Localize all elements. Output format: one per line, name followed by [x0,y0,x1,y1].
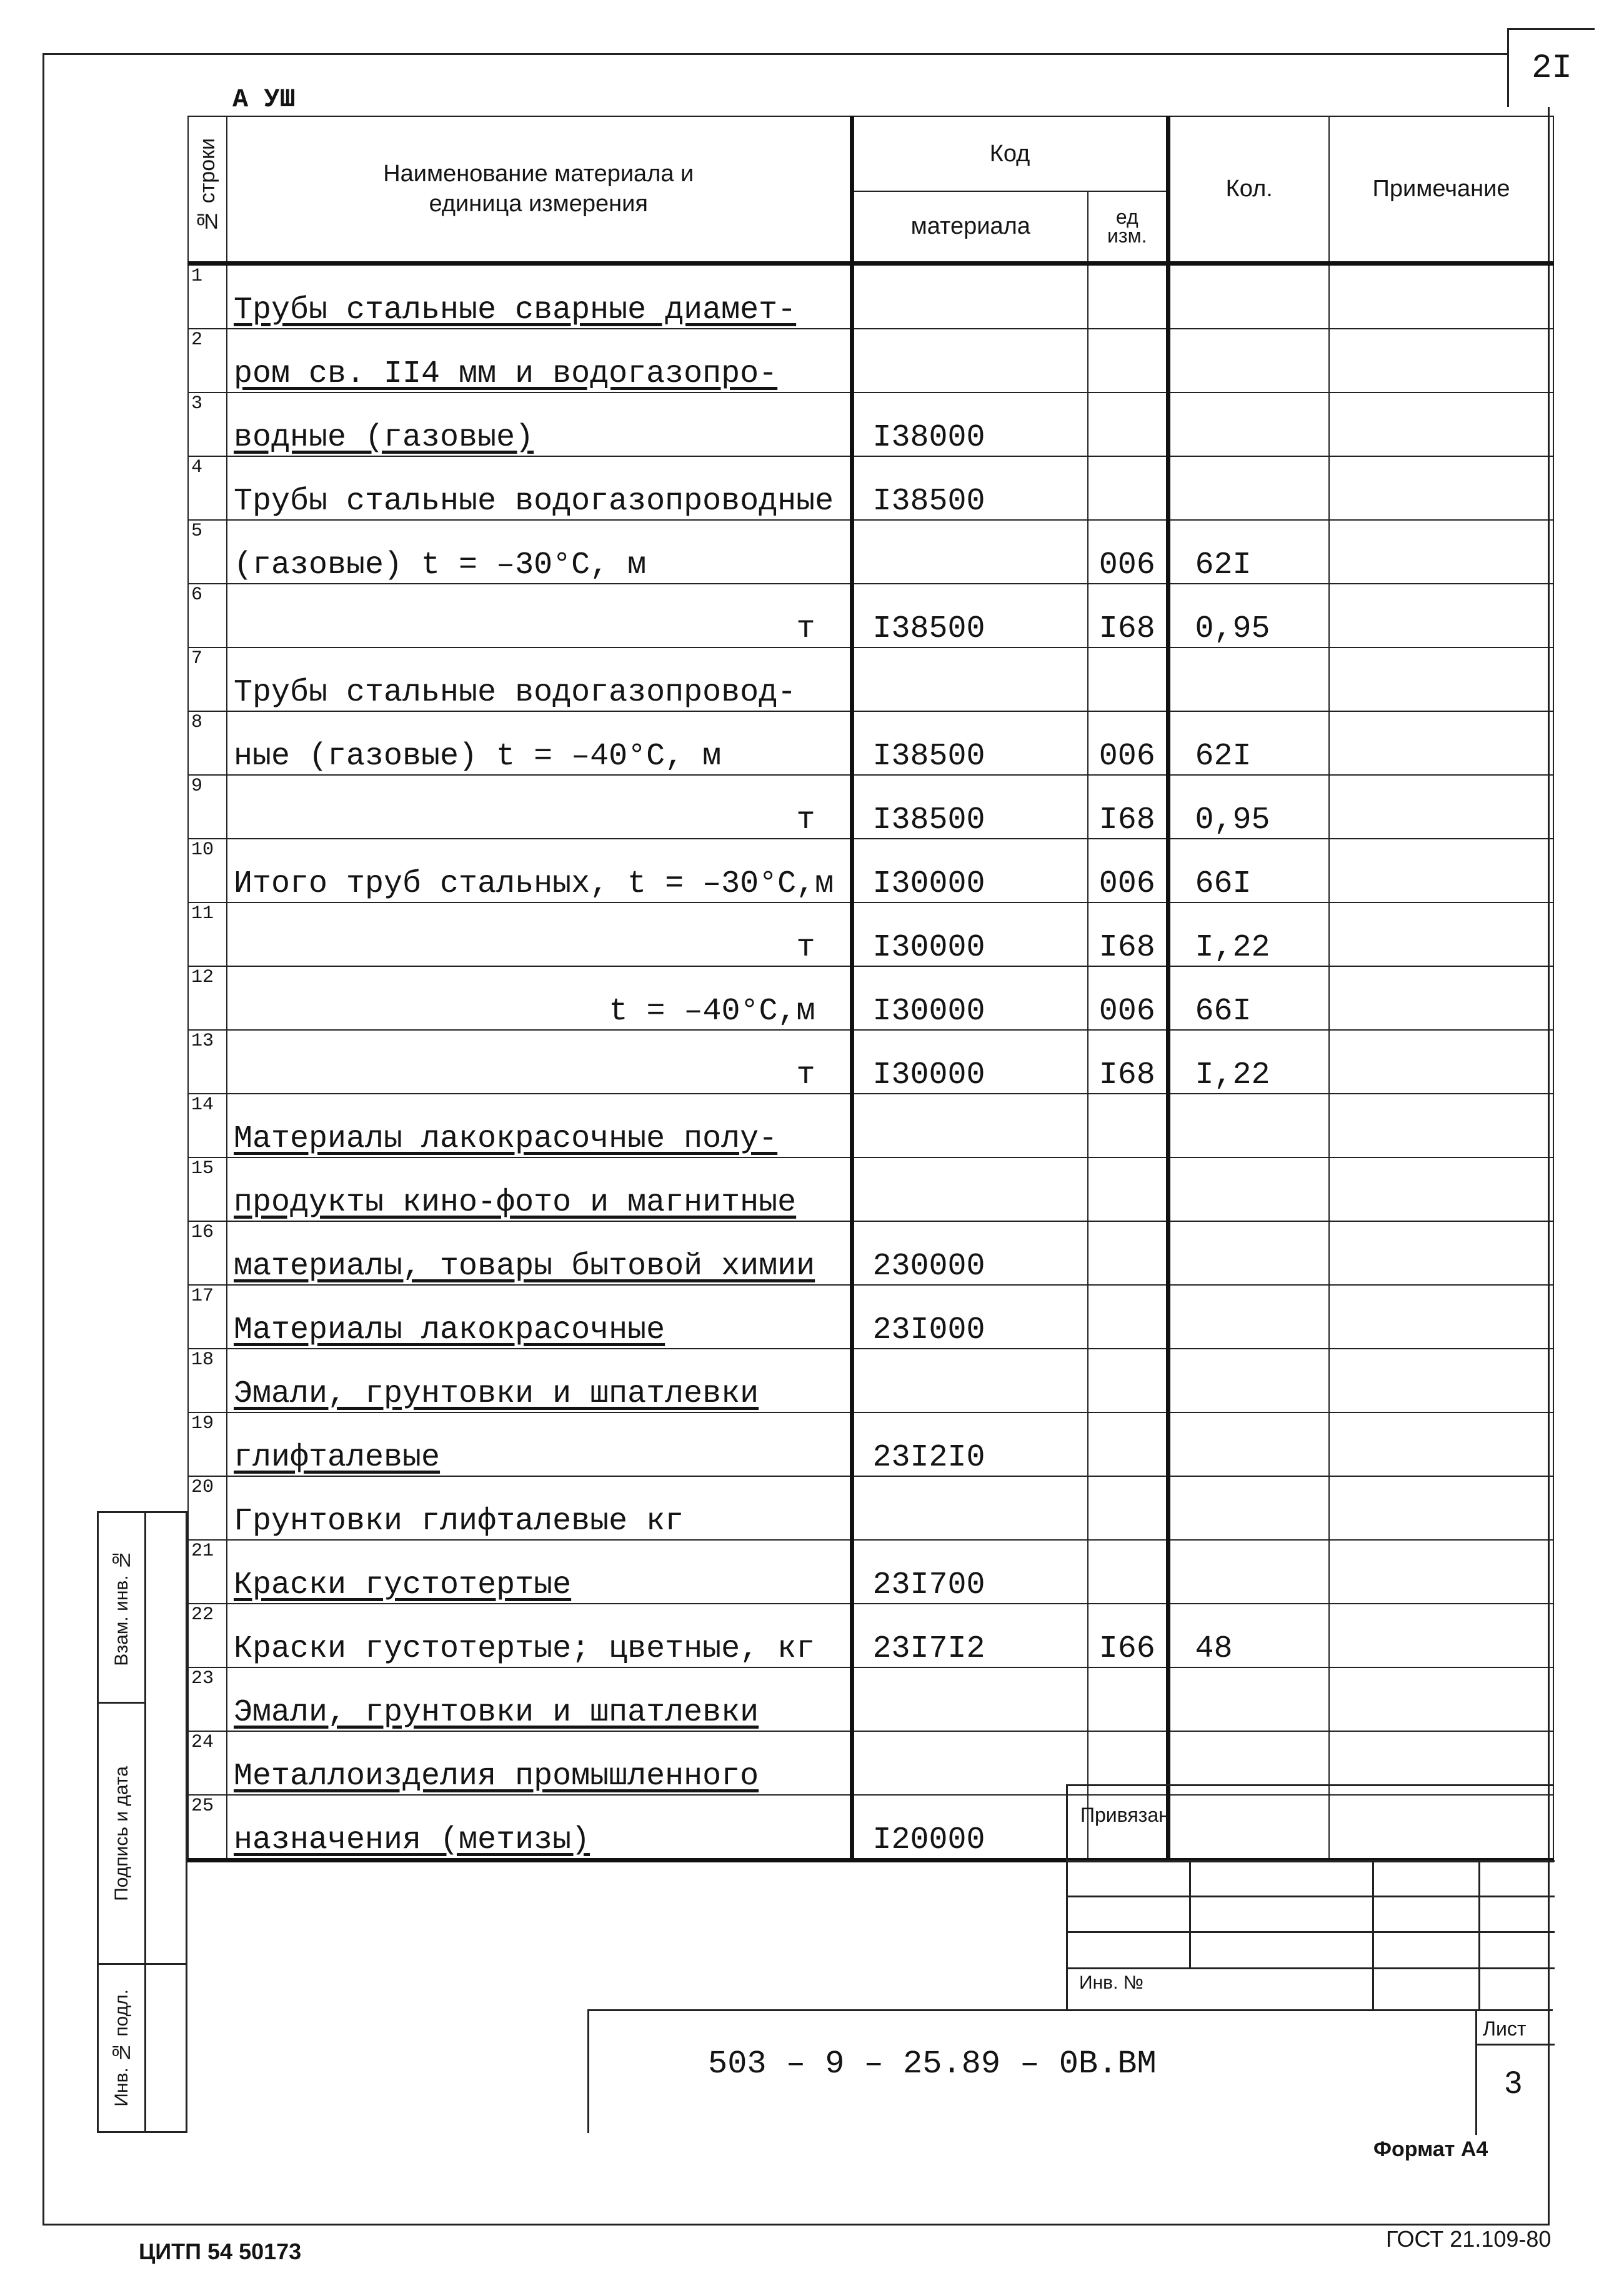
stamp-col2-bottom [144,1965,187,2131]
footer-right: ГОСТ 21.109-80 [1386,2226,1552,2252]
material-code: I30000 [852,1030,1088,1094]
row-number: 22 [188,1604,227,1667]
table-row [188,839,1553,902]
material-name: ные (газовые) t = –40°С, м [227,711,852,775]
table-row [188,711,1553,775]
note [1329,520,1553,584]
quantity [1168,1221,1329,1285]
header-material: материала [852,191,1088,263]
material-name-text: Материалы лакокрасочные [234,1312,665,1348]
material-code: 23I2I0 [852,1412,1088,1476]
table-row [188,520,1553,584]
binding-block [1066,1784,1553,2009]
note [1329,584,1553,647]
unit-code: I68 [1088,584,1168,647]
material-code: 23I7I2 [852,1604,1088,1667]
note [1329,1412,1553,1476]
material-name-text: Трубы стальные сварные диамет- [234,292,797,328]
document-designation: 503 – 9 – 25.89 – 0В.ВМ [708,2046,1157,2082]
note [1329,775,1553,839]
rows-body [188,263,1553,1860]
note [1329,263,1553,329]
unit-code [1088,1349,1168,1412]
unit-code [1088,329,1168,392]
note [1329,647,1553,711]
header-row-no: № строки [188,116,227,263]
row-number: 12 [188,966,227,1030]
table-row [188,392,1553,456]
row-number: 19 [188,1412,227,1476]
note [1329,1540,1553,1604]
material-name-text: Эмали, грунтовки и шпатлевки [234,1694,759,1731]
row-number: 4 [188,456,227,520]
table-row [188,1412,1553,1476]
note [1329,1667,1553,1731]
material-name: Трубы стальные водогазопроводные [227,456,852,520]
table-row [188,1030,1553,1094]
material-name [227,1349,852,1412]
table-row [188,263,1553,329]
row-number: 21 [188,1540,227,1604]
quantity [1168,1349,1329,1412]
unit-code [1088,1412,1168,1476]
note [1329,456,1553,520]
material-code [852,1667,1088,1731]
bind-line-2 [1068,1896,1555,1897]
title-block [587,2009,1553,2133]
unit-code: 006 [1088,966,1168,1030]
material-name: Краски густотертые; цветные, кг [227,1604,852,1667]
note [1329,1285,1553,1349]
privyazan-label: Привязан [1080,1804,1170,1826]
material-code [852,520,1088,584]
row-number: 2 [188,329,227,392]
quantity [1168,1094,1329,1157]
table-row [188,1667,1553,1731]
bind-line-3 [1068,1931,1555,1933]
row-number: 23 [188,1667,227,1731]
row-number: 7 [188,647,227,711]
bind-vline-2 [1372,1860,1374,2011]
material-name [227,392,852,456]
stamp-inv-vzam: Взам. инв. № [99,1513,144,1704]
quantity [1168,456,1329,520]
header-qty: Кол. [1168,116,1329,263]
material-name: Трубы стальные водогазопровод- [227,647,852,711]
note [1329,1030,1553,1094]
note [1329,839,1553,902]
row-number: 18 [188,1349,227,1412]
material-name-text: Металлоизделия промышленного [234,1758,759,1794]
table-row [188,329,1553,392]
unit-code: I68 [1088,1030,1168,1094]
quantity [1168,392,1329,456]
table-row [188,1604,1553,1667]
stamp-inv-podl: Инв. № подл. [111,1989,132,2107]
material-name-text: Эмали, грунтовки и шпатлевки [234,1376,759,1412]
header-code: Код [852,116,1168,191]
material-code [852,1094,1088,1157]
note [1329,902,1553,966]
quantity: I,22 [1168,902,1329,966]
sheet-label-line [1475,2044,1555,2046]
note [1329,1476,1553,1540]
inv-no-label: Инв. № [1079,1972,1143,1993]
row-number: 10 [188,839,227,902]
material-name: t = –40°С,м [227,966,852,1030]
row-number: 6 [188,584,227,647]
material-name [227,1540,852,1604]
note [1329,966,1553,1030]
material-name-text: водные (газовые) [234,419,534,456]
row-number: 15 [188,1157,227,1221]
table-row [188,1285,1553,1349]
quantity: 62I [1168,520,1329,584]
material-name [227,263,852,329]
row-number: 11 [188,902,227,966]
row-number: 13 [188,1030,227,1094]
material-name: т [227,775,852,839]
material-name [227,1094,852,1157]
bind-line-1 [1068,1860,1555,1862]
sheet-number: 2I [1507,28,1595,107]
material-name: (газовые) t = –30°С, м [227,520,852,584]
format-label: Формат А4 [1373,2137,1488,2161]
row-number: 9 [188,775,227,839]
row-number: 3 [188,392,227,456]
material-name: Итого труб стальных, t = –30°С,м [227,839,852,902]
row-number: 17 [188,1285,227,1349]
quantity [1168,1285,1329,1349]
unit-code: I68 [1088,775,1168,839]
material-name [227,1795,852,1861]
material-code: I30000 [852,839,1088,902]
row-number: 14 [188,1094,227,1157]
unit-code [1088,456,1168,520]
row-number: 16 [188,1221,227,1285]
note [1329,711,1553,775]
material-name [227,1157,852,1221]
material-code: I38500 [852,711,1088,775]
quantity [1168,1476,1329,1540]
quantity [1168,647,1329,711]
material-code: I38500 [852,584,1088,647]
unit-code: I68 [1088,902,1168,966]
table-row [188,966,1553,1030]
sheet-label: Лист [1483,2017,1527,2040]
material-code [852,1731,1088,1795]
stamp-sign-date: Подпись и дата [99,1704,144,1965]
note [1329,392,1553,456]
quantity: 66I [1168,966,1329,1030]
unit-code [1088,1667,1168,1731]
unit-code [1088,647,1168,711]
quantity [1168,1412,1329,1476]
quantity [1168,263,1329,329]
table-row [188,456,1553,520]
table-row [188,1157,1553,1221]
note [1329,1604,1553,1667]
material-name-text: Материалы лакокрасочные полу- [234,1121,778,1157]
row-number: 5 [188,520,227,584]
table-row [188,1540,1553,1604]
unit-code: 006 [1088,520,1168,584]
material-code: I38500 [852,775,1088,839]
footer-left: ЦИТП 54 50173 [139,2239,302,2264]
material-name-text: продукты кино-фото и магнитные [234,1184,797,1221]
row-number: 20 [188,1476,227,1540]
row-number: 25 [188,1795,227,1861]
unit-code [1088,1476,1168,1540]
unit-code: 006 [1088,711,1168,775]
material-name [227,329,852,392]
material-name: т [227,584,852,647]
note [1329,1349,1553,1412]
material-name-text: материалы, товары бытовой химии [234,1248,815,1284]
material-name [227,1731,852,1795]
quantity: I,22 [1168,1030,1329,1094]
unit-code [1088,1094,1168,1157]
unit-code [1088,1157,1168,1221]
material-name-text: Краски густотертые [234,1567,572,1603]
note [1329,1221,1553,1285]
material-code: I38500 [852,456,1088,520]
material-code: 23I000 [852,1285,1088,1349]
note [1329,329,1553,392]
unit-code [1088,1221,1168,1285]
quantity: 62I [1168,711,1329,775]
material-code: I30000 [852,902,1088,966]
table-row [188,584,1553,647]
bind-line-4 [1068,1967,1555,1969]
material-code [852,1476,1088,1540]
material-name [227,1221,852,1285]
material-name [227,1667,852,1731]
sheet-value: 3 [1505,2065,1522,2100]
material-code: I38000 [852,392,1088,456]
table-row [188,1476,1553,1540]
table-row [188,647,1553,711]
row-number: 1 [188,263,227,329]
quantity: 0,95 [1168,775,1329,839]
material-name-text: глифталевые [234,1439,441,1476]
table-row [188,1094,1553,1157]
header-unit: ед изм. [1088,191,1168,263]
unit-code: 006 [1088,839,1168,902]
table-row [188,775,1553,839]
unit-code [1088,392,1168,456]
unit-code [1088,1285,1168,1349]
material-name [227,1412,852,1476]
top-label: А УШ [232,84,296,114]
stamp-col2-top [144,1513,187,1965]
table-row [188,1221,1553,1285]
spec-table [187,116,1554,1862]
unit-code [1088,1540,1168,1604]
table-row [188,902,1553,966]
row-number: 24 [188,1731,227,1795]
unit-code [1088,263,1168,329]
quantity [1168,1157,1329,1221]
material-code: I20000 [852,1795,1088,1861]
header-note: Примечание [1329,116,1553,263]
material-code [852,647,1088,711]
quantity [1168,329,1329,392]
material-code [852,1349,1088,1412]
material-name: т [227,1030,852,1094]
note [1329,1157,1553,1221]
unit-code: I66 [1088,1604,1168,1667]
material-name: Грунтовки глифталевые кг [227,1476,852,1540]
quantity: 0,95 [1168,584,1329,647]
bind-vline-1 [1189,1860,1191,1967]
material-code [852,329,1088,392]
quantity [1168,1540,1329,1604]
left-stamp [97,1511,187,2133]
material-code [852,1157,1088,1221]
material-name-text: ром св. II4 мм и водогазопро- [234,356,778,392]
quantity [1168,1667,1329,1731]
bind-vline-3 [1478,1860,1480,2011]
material-code: 230000 [852,1221,1088,1285]
note [1329,1094,1553,1157]
header-name: Наименование материала и единица измерения [227,116,852,263]
material-name: т [227,902,852,966]
material-code: I30000 [852,966,1088,1030]
sheet-divider [1475,2011,1477,2135]
material-name [227,1285,852,1349]
row-number: 8 [188,711,227,775]
material-code [852,263,1088,329]
quantity: 66I [1168,839,1329,902]
material-name-text: назначения (метизы) [234,1822,590,1858]
quantity: 48 [1168,1604,1329,1667]
material-code: 23I700 [852,1540,1088,1604]
table-row [188,1349,1553,1412]
